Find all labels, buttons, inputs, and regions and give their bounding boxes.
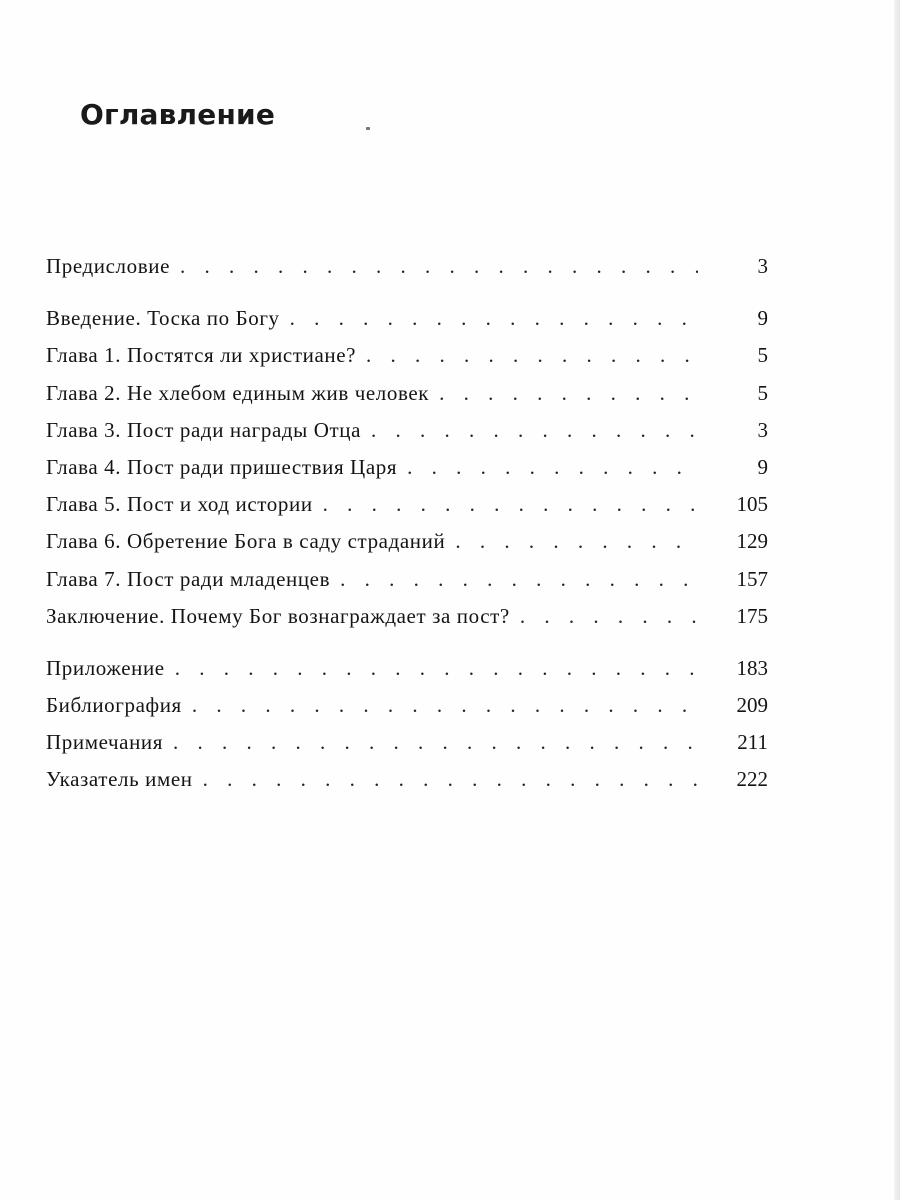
toc-entry-chapter-6: [46, 529, 768, 566]
toc-entry-notes: [46, 730, 768, 767]
dot-leader: [407, 455, 698, 480]
toc-entry-page: 183: [736, 655, 768, 680]
toc-entry-title: Глава 1. Постятся ли христиане?: [46, 343, 357, 368]
dot-leader: [520, 604, 698, 629]
toc-entry-introduction: [46, 306, 768, 343]
dot-leader: [371, 418, 698, 443]
toc-entry-chapter-3: [46, 418, 768, 455]
toc-entry-page: 129: [736, 529, 768, 554]
toc-entry-page: 5: [757, 343, 768, 368]
toc-entry-chapter-1: [46, 343, 768, 380]
toc-entry-page: 209: [736, 693, 768, 718]
toc-entry-title: Указатель имен: [46, 767, 193, 792]
dot-leader: [366, 343, 698, 368]
toc-entry-title: Глава 4. Пост ради пришествия Царя: [46, 454, 398, 479]
toc-entry-title: Глава 5. Пост и ход истории: [46, 492, 313, 517]
toc-entry-page: 3: [757, 417, 768, 442]
toc-entry-chapter-5: [46, 492, 768, 529]
toc-entry-chapter-2: [46, 381, 768, 418]
page-edge: [894, 0, 900, 1200]
toc-entry-title: Глава 6. Обретение Бога в саду страданий: [46, 529, 446, 554]
dot-leader: [180, 254, 698, 279]
toc-entry-title: Библиография: [46, 693, 182, 718]
dot-leader: [290, 306, 698, 331]
toc-entry-title: Введение. Тоска по Богу: [46, 306, 280, 331]
dot-leader: [340, 567, 698, 592]
toc-entry-title: Примечания: [46, 730, 164, 755]
dot-leader: [173, 730, 698, 755]
dot-leader: [323, 492, 698, 517]
toc-entry-title: Глава 3. Пост ради награды Отца: [46, 417, 362, 442]
toc-entry-appendix: [46, 656, 768, 693]
toc-entry-title: Глава 2. Не хлебом единым жив человек: [46, 380, 430, 405]
toc-entry-title: Глава 7. Пост ради младенцев: [46, 566, 331, 591]
toc-entry-chapter-4: [46, 455, 768, 492]
toc-entry-preface: [46, 254, 768, 291]
print-speck: [366, 127, 370, 130]
toc-entry-page: 105: [736, 492, 768, 517]
dot-leader: [203, 767, 698, 792]
dot-leader: [175, 656, 698, 681]
dot-leader: [192, 693, 698, 718]
toc-entry-page: 9: [757, 306, 768, 331]
toc-entry-page: 211: [737, 730, 768, 755]
dot-leader: [439, 381, 698, 406]
toc-entry-title: Приложение: [46, 655, 165, 680]
toc-entry-page: 9: [757, 454, 768, 479]
toc-heading: Оглавление: [80, 98, 276, 131]
toc-entry-name-index: [46, 767, 768, 804]
toc-entry-page: 5: [757, 380, 768, 405]
dot-leader: [455, 529, 698, 554]
toc-entry-conclusion: [46, 604, 768, 641]
toc-entry-page: 175: [736, 603, 768, 628]
toc-list: [46, 254, 768, 805]
toc-entry-page: 222: [736, 767, 768, 792]
toc-entry-title: Заключение. Почему Бог вознаграждает за пост?: [46, 603, 510, 628]
toc-entry-page: 3: [757, 254, 768, 278]
toc-entry-bibliography: [46, 693, 768, 730]
toc-entry-page: 157: [736, 566, 768, 591]
toc-entry-title: Предисловие: [46, 254, 171, 278]
toc-entry-chapter-7: [46, 567, 768, 604]
